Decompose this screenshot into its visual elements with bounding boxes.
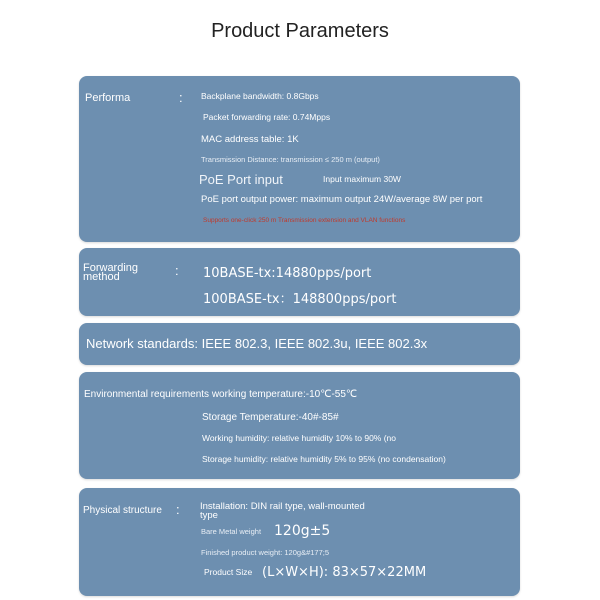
forwarding-card (79, 248, 520, 316)
page-title: Product Parameters (211, 20, 389, 42)
installation-line1: Installation: DIN rail type, wall-mounted (200, 501, 365, 512)
forwarding-10base: 10BASE-tx:14880pps/port (203, 266, 372, 281)
bare-metal-weight-value: 120g±5 (274, 523, 331, 539)
bare-metal-weight-label: Bare Metal weight (201, 527, 262, 536)
mac-address-table: MAC address table: 1K (201, 134, 299, 145)
standards-card (79, 323, 520, 365)
poe-port-output-power: PoE port output power: maximum output 24W/average 8W per port (201, 194, 483, 205)
product-size-value: (L×W×H): 83×57×22MM (262, 565, 427, 580)
installation-line2: type (200, 510, 218, 521)
network-standards: Network standards: IEEE 802.3, IEEE 802.3u, IEEE 802.3x (86, 336, 428, 351)
finished-product-weight: Finished product weight: 120g&#177;5 (201, 548, 330, 557)
packet-forwarding-rate: Packet forwarding rate: 0.74Mpps (203, 112, 331, 122)
working-temperature: Environmental requirements working temperature:-10℃-55℃ (84, 389, 358, 400)
performance-label: Performa (85, 92, 131, 104)
physical-colon: : (176, 502, 180, 517)
product-size-label: Product Size (204, 567, 253, 577)
physical-structure-label: Physical structure (83, 505, 162, 516)
poe-port-input-label: PoE Port input (199, 172, 283, 187)
forwarding-label-line1: Forwarding (83, 262, 139, 274)
performance-card (79, 76, 520, 242)
working-humidity: Working humidity: relative humidity 10% to 90% (no (202, 433, 397, 443)
backplane-bandwidth: Backplane bandwidth: 0.8Gbps (201, 91, 319, 101)
forwarding-label-line2: method (83, 271, 120, 283)
environment-card (79, 372, 520, 479)
vlan-note: Supports one-click 250 m Transmission extension and VLAN functions (203, 217, 406, 224)
forwarding-colon: : (175, 263, 179, 278)
transmission-distance: Transmission Distance: transmission ≤ 250 m (output) (201, 155, 380, 164)
storage-temperature: Storage Temperature:-40#-85# (202, 412, 339, 423)
physical-card (79, 488, 520, 596)
forwarding-100base: 100BASE-tx：148800pps/port (203, 292, 397, 307)
poe-port-input-value: Input maximum 30W (323, 174, 401, 184)
performance-colon: : (179, 90, 183, 105)
storage-humidity: Storage humidity: relative humidity 5% to 95% (no condensation) (202, 454, 446, 464)
